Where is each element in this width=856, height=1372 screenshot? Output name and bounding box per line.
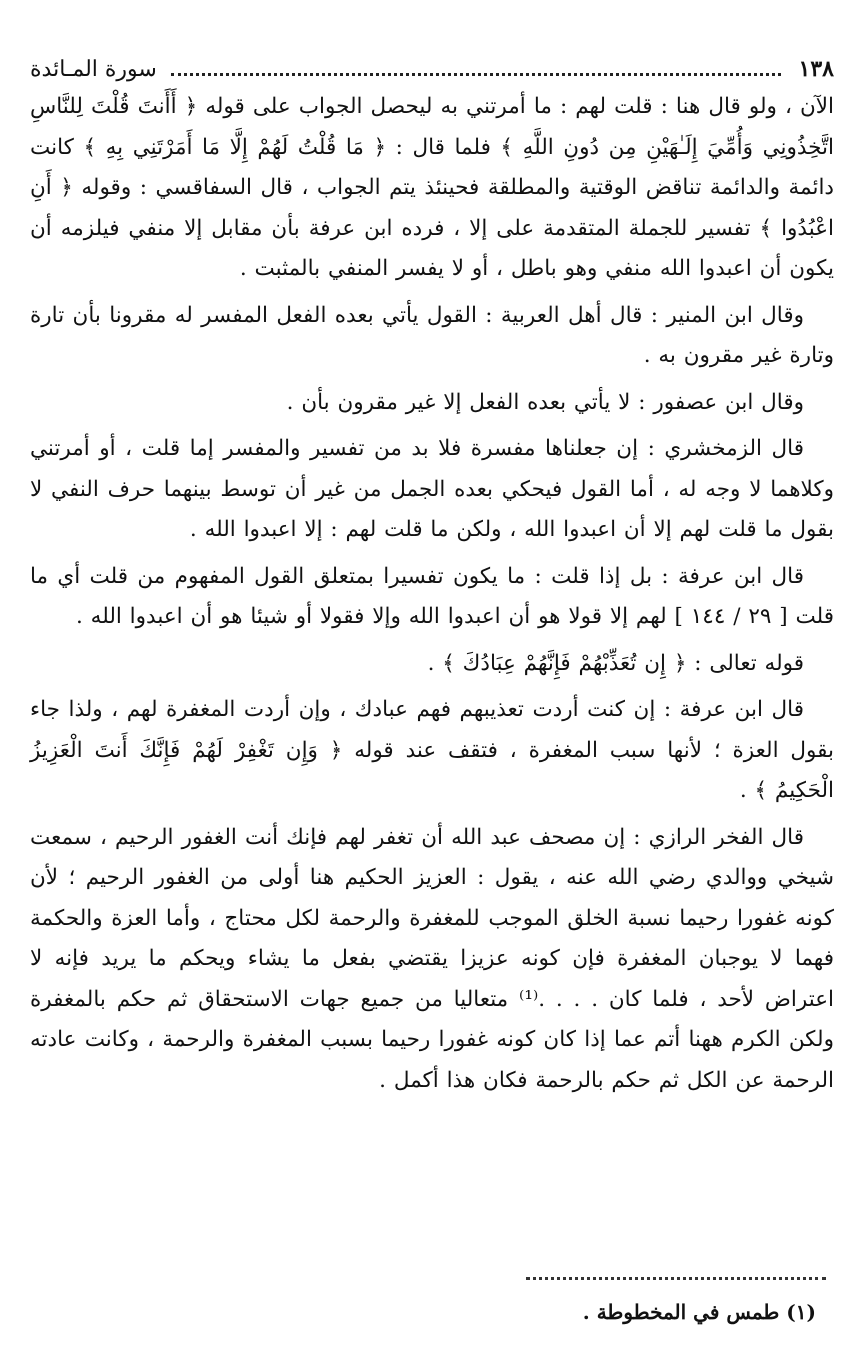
paragraph-5: قال ابن عرفة : بل إذا قلت : ما يكون تفسيرا بمتعلق القول المفهوم من قلت أي ما قلت [ ٢٩ / ١٤٤ ] لهم إلا قولا هو أن اعبدوا الله وإلا فقولا أو شيئا هو أن اعبدوا الله . <box>30 563 834 629</box>
paragraph-2: وقال ابن المنير : قال أهل العربية : القول يأتي بعده الفعل المفسر له مقرونا بأن تارة وتارة غير مقرون به . <box>30 302 834 368</box>
paragraph-4: قال الزمخشري : إن جعلناها مفسرة فلا بد من تفسير والمفسر إما قلت ، أو أمرتني وكلاهما لا وجه له ، أما القول فيحكي بعده الجمل من غير أن توسط بينهما حرف النفي لا بقول ما قلت لهم إلا أن اعبدوا الله ، ولكن ما قلت لهم : إلا اعبدوا الله . <box>30 436 834 542</box>
page-header <box>30 52 834 87</box>
sura-title: سورة المـائدة <box>30 57 157 82</box>
paragraph-8: قال الفخر الرازي : إن مصحف عبد الله أن تغفر لهم فإنك أنت الغفور الرحيم ، سمعت شيخي ووالدي رضي الله عنه ، يقول : العزيز الحكيم هنا أولى من الغفور الرحيم ؛ لأن كونه غفورا رحيما نسبة الخلق الموجب للمغفرة والرحمة لكل محتاج ، وأما العزة والحكمة فهما لا يوجبان المغفرة فإن كونه عزيزا يقتضي بفعل ما يشاء ويحكم ما يريد فإنه لا اعتراض لأحد ، فلما كان . . . .⁽¹⁾ متعاليا من جميع جهات الاستحقاق ثم حكم بالمغفرة ولكن الكرم ههنا أتم عما إذا كان كونه غفورا رحيما بسبب المغفرة والرحمة ، وكانت عادته الرحمة عن الكل ثم حكم بالرحمة فكان هذا أكمل . <box>30 824 834 1093</box>
page-number: ١٣٨ <box>798 56 834 82</box>
paragraph-3: وقال ابن عصفور : لا يأتي بعده الفعل إلا غير مقرون بأن . <box>286 389 804 415</box>
header-dotted-leader <box>171 59 781 76</box>
paragraph-7: قال ابن عرفة : إن كنت أردت تعذيبهم فهم عبادك ، وإن أردت المغفرة لهم ، ولذا جاء بقول العزة ؛ لأنها سبب المغفرة ، فتقف عند قوله ﴿ وَإِن تَغْفِرْ لَهُمْ فَإِنَّكَ أَنتَ الْعَزِيزُ الْحَكِيمُ ﴾ . <box>30 697 834 803</box>
page-body <box>30 52 834 1101</box>
paragraph-6: قوله تعالى : ﴿ إِن تُعَذِّبْهُمْ فَإِنَّهُمْ عِبَادُكَ ﴾ . <box>427 650 804 676</box>
footnote-separator <box>526 1277 826 1280</box>
paragraph-1: الآن ، ولو قال هنا : قلت لهم : ما أمرتني به ليحصل الجواب على قوله ﴿ أَأَنتَ قُلْتَ لِلنَّاسِ اتَّخِذُونِي وَأُمِّيَ إِلَـٰهَيْنِ مِن دُونِ اللَّهِ ﴾ فلما قال : ﴿ مَا قُلْتُ لَهُمْ إِلَّا مَا أَمَرْتَنِي بِهِ ﴾ كانت دائمة والدائمة تناقض الوقتية والمطلقة فحينئذ يتم الجواب ، قال السفاقسي : وقوله ﴿ أَنِ اعْبُدُوا ﴾ تفسير للجملة المتقدمة على إلا ، فرده ابن عرفة بأن مقابل إلا منفي فيلزمه أن يكون أن اعبدوا الله منفي وهو باطل ، أو لا يفسر المنفي بالمثبت . <box>30 94 834 281</box>
footnote: (١) طمس في المخطوطة . <box>582 1300 816 1324</box>
